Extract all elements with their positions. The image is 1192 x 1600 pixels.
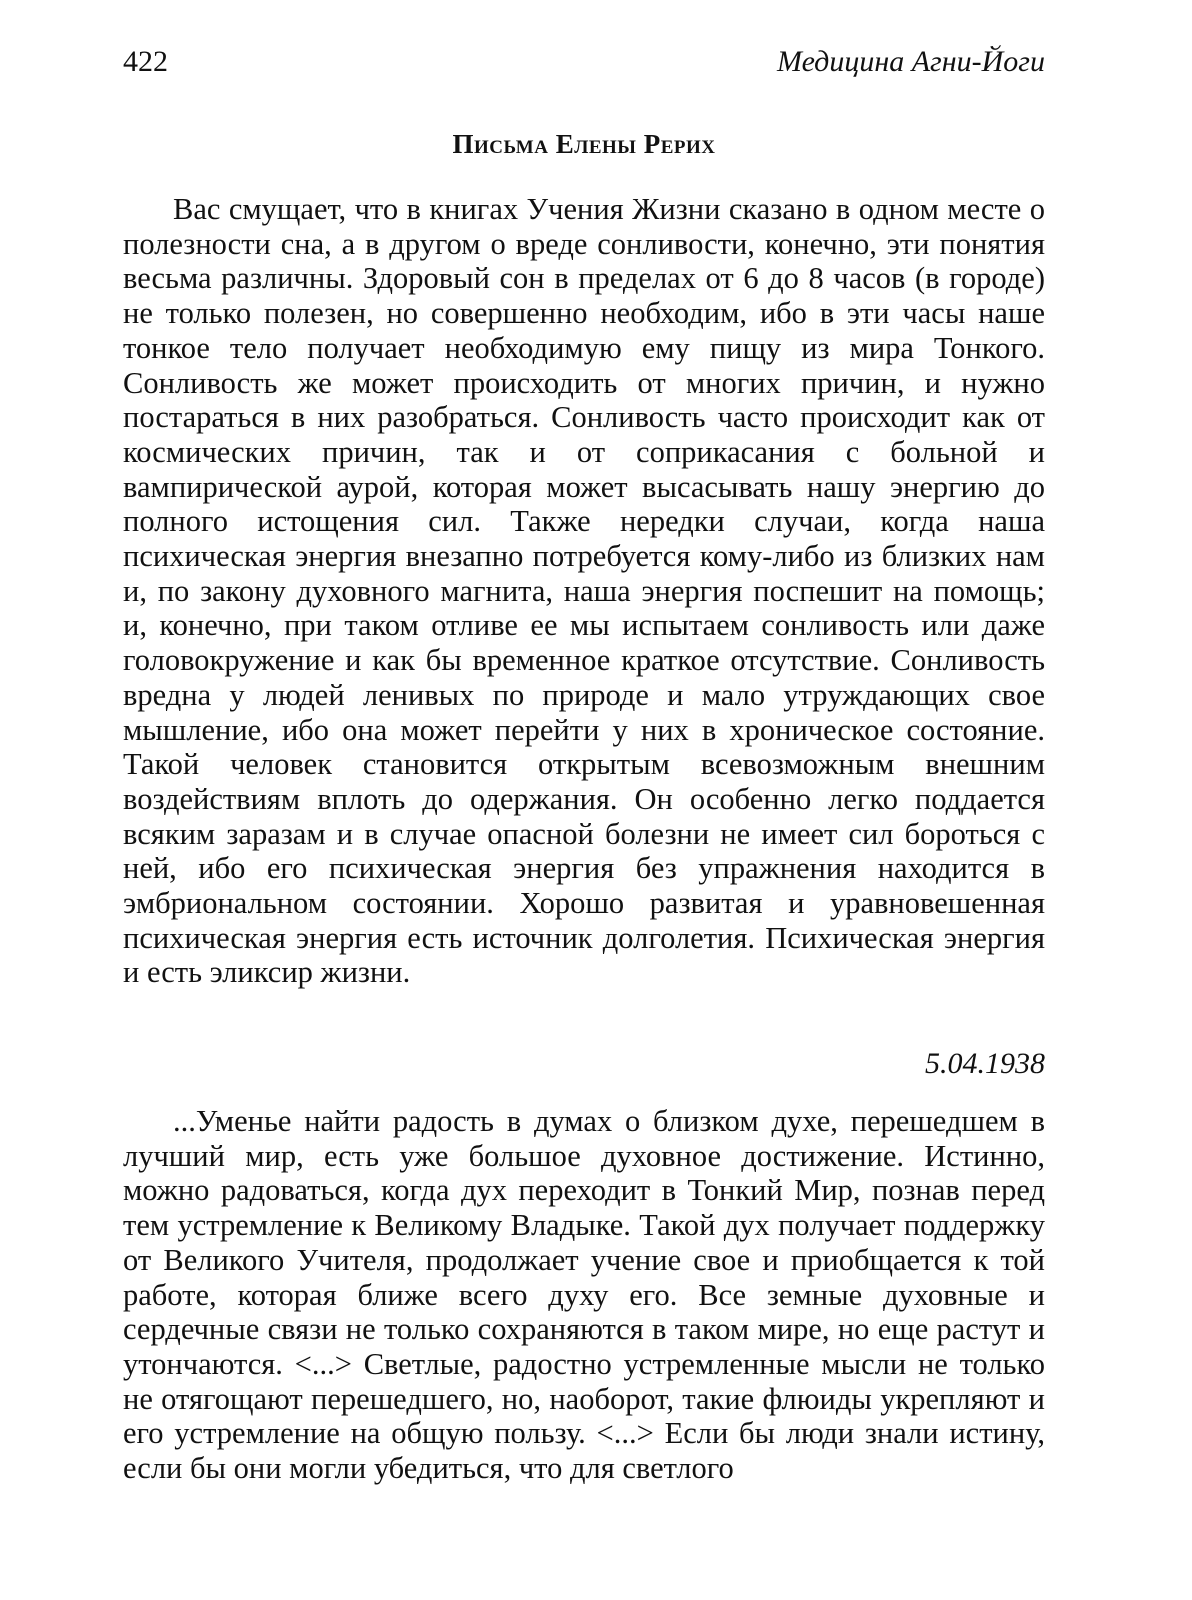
running-title: Медицина Агни-Йоги xyxy=(777,45,1045,78)
page-number: 422 xyxy=(123,45,168,78)
book-page xyxy=(123,0,1045,1600)
letter-paragraph: Вас смущает, что в книгах Учения Жизни сказано в одном месте о полезности сна, а в другом о вреде сонливости, конечно, эти понятия весьма различны. Здоровый сон в пределах от 6 до 8 часов (в городе) не только полезен, но совершенно необходим, ибо в эти часы наше тонкое тело получает необходимую ему пищу из мира Тонкого. Сонливость же может происходить от многих причин, и нужно постараться в них разобраться. Сонливость часто происходит как от космических причин, так и от соприкасания с больной и вампирической аурой, которая может высасывать нашу энергию до полного истощения сил. Также нередки случаи, когда наша психическая энергия внезапно потребуется кому-либо из близких нам и, по закону духовного магнита, наша энергия поспешит на помощь; и, конечно, при таком отливе ее мы испытаем сонливость или даже головокружение и как бы временное краткое отсутствие. Сонливость вредна у людей ленивых по природе и мало утруждающих свое мышление, ибо она может перейти у них в хроническое состояние. Такой человек становится открытым всевозможным внешним воздействиям вплоть до одержания. Он особенно легко поддается всяким заразам и в случае опасной болезни не имеет сил бороться с ней, ибо его психическая энергия без упражнения находится в эмбриональном состоянии. Хорошо развитая и уравновешенная психическая энергия есть источник долголетия. Психическая энергия и есть эликсир жизни. xyxy=(123,192,1045,990)
running-head xyxy=(123,40,1045,84)
letter-date: 5.04.1938 xyxy=(925,1047,1045,1080)
section-title: Письма Елены Рерих xyxy=(452,129,716,159)
letter-paragraph: ...Уменье найти радость в думах о близком духе, перешедшем в лучший мир, есть уже большое духовное достижение. Истинно, можно радоваться, когда дух переходит в Тонкий Мир, познав перед тем устремление к Великому Владыке. Такой дух получает поддержку от Великого Учителя, продолжает учение свое и приобщается к той работе, которая ближе всего духу его. Все земные духовные и сердечные связи не только сохраняются в таком мире, но еще растут и утончаются. <...> Светлые, радостно устремленные мысли не только не отягощают перешедшего, но, наоборот, такие флюиды укрепляют и его устремление на общую пользу. <...> Если бы люди знали истину, если бы они могли убедиться, что для светлого xyxy=(123,1104,1045,1486)
